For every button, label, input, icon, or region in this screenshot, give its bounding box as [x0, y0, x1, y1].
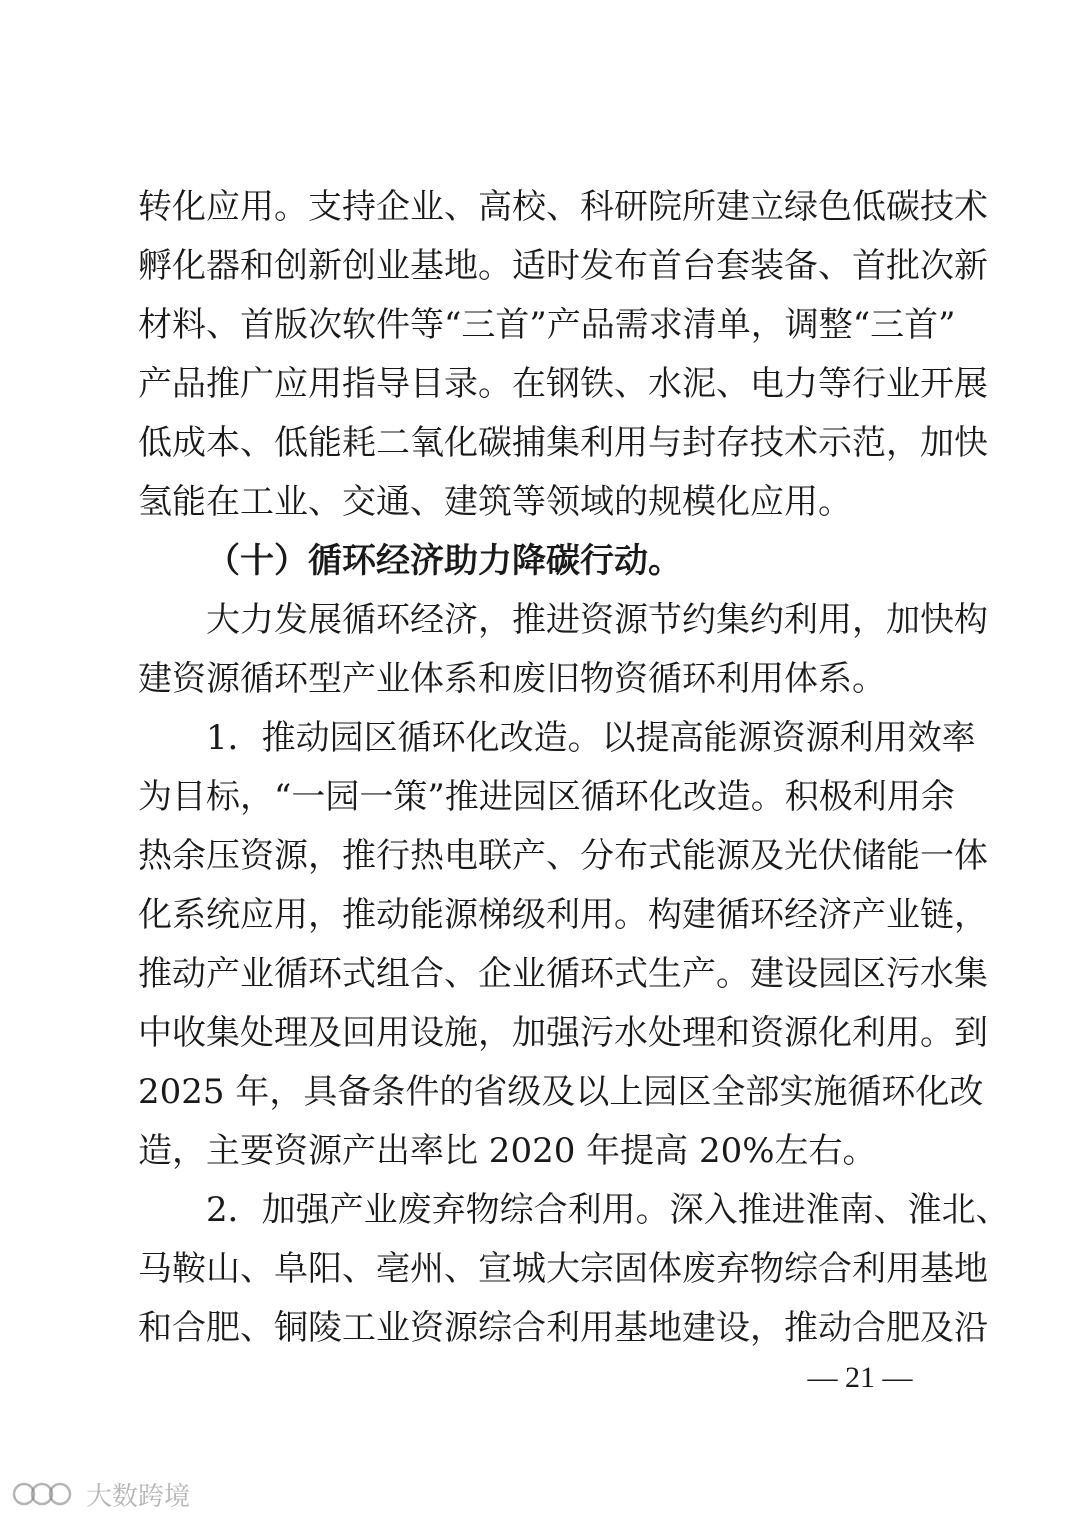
- chat-bubbles-logo-icon: [12, 1479, 78, 1509]
- text-line-14: 推动产业循环式组合、企业循环式生产。建设园区污水集: [138, 954, 988, 994]
- text-line-17: 造，主要资源产出率比 2020 年提高 20%左右。: [138, 1131, 877, 1171]
- text-line-4: 产品推广应用指导目录。在钢铁、水泥、电力等行业开展: [138, 364, 988, 404]
- text-line-15: 中收集处理及回用设施，加强污水处理和资源化利用。到: [138, 1013, 988, 1053]
- text-line-10: 1．推动园区循环化改造。以提高能源资源利用效率: [206, 718, 976, 758]
- text-line-12: 热余压资源，推行热电联产、分布式能源及光伏储能一体: [138, 836, 988, 876]
- section-heading: （十）循环经济助力降碳行动。: [206, 541, 682, 581]
- text-line-20: 和合肥、铜陵工业资源综合利用基地建设，推动合肥及沿: [138, 1308, 988, 1348]
- page-number: — 21 —: [807, 1361, 913, 1394]
- text-line-19: 马鞍山、阜阳、亳州、宣城大宗固体废弃物综合利用基地: [138, 1249, 988, 1289]
- text-line-16: 2025 年，具备条件的省级及以上园区全部实施循环化改: [138, 1072, 984, 1112]
- text-line-8: 大力发展循环经济，推进资源节约集约利用，加快构: [206, 600, 988, 640]
- text-line-1: 转化应用。支持企业、高校、科研院所建立绿色低碳技术: [138, 187, 988, 227]
- watermark-text: 大数跨境: [86, 1481, 191, 1512]
- watermark: [12, 1474, 190, 1514]
- text-line-3: 材料、首版次软件等“三首”产品需求清单，调整“三首”: [138, 305, 956, 345]
- text-line-2: 孵化器和创新创业基地。适时发布首台套装备、首批次新: [138, 246, 988, 286]
- document-body: [138, 178, 1010, 1358]
- text-line-5: 低成本、低能耗二氧化碳捕集利用与封存技术示范，加快: [138, 423, 988, 463]
- text-line-18: 2．加强产业废弃物综合利用。深入推进淮南、淮北、: [206, 1190, 1010, 1230]
- text-line-9: 建资源循环型产业体系和废旧物资循环利用体系。: [138, 659, 886, 699]
- text-line-6: 氢能在工业、交通、建筑等领域的规模化应用。: [138, 482, 852, 522]
- text-line-13: 化系统应用，推动能源梯级利用。构建循环经济产业链，: [138, 895, 988, 935]
- text-line-11: 为目标，“一园一策”推进园区循环化改造。积极利用余: [138, 777, 955, 817]
